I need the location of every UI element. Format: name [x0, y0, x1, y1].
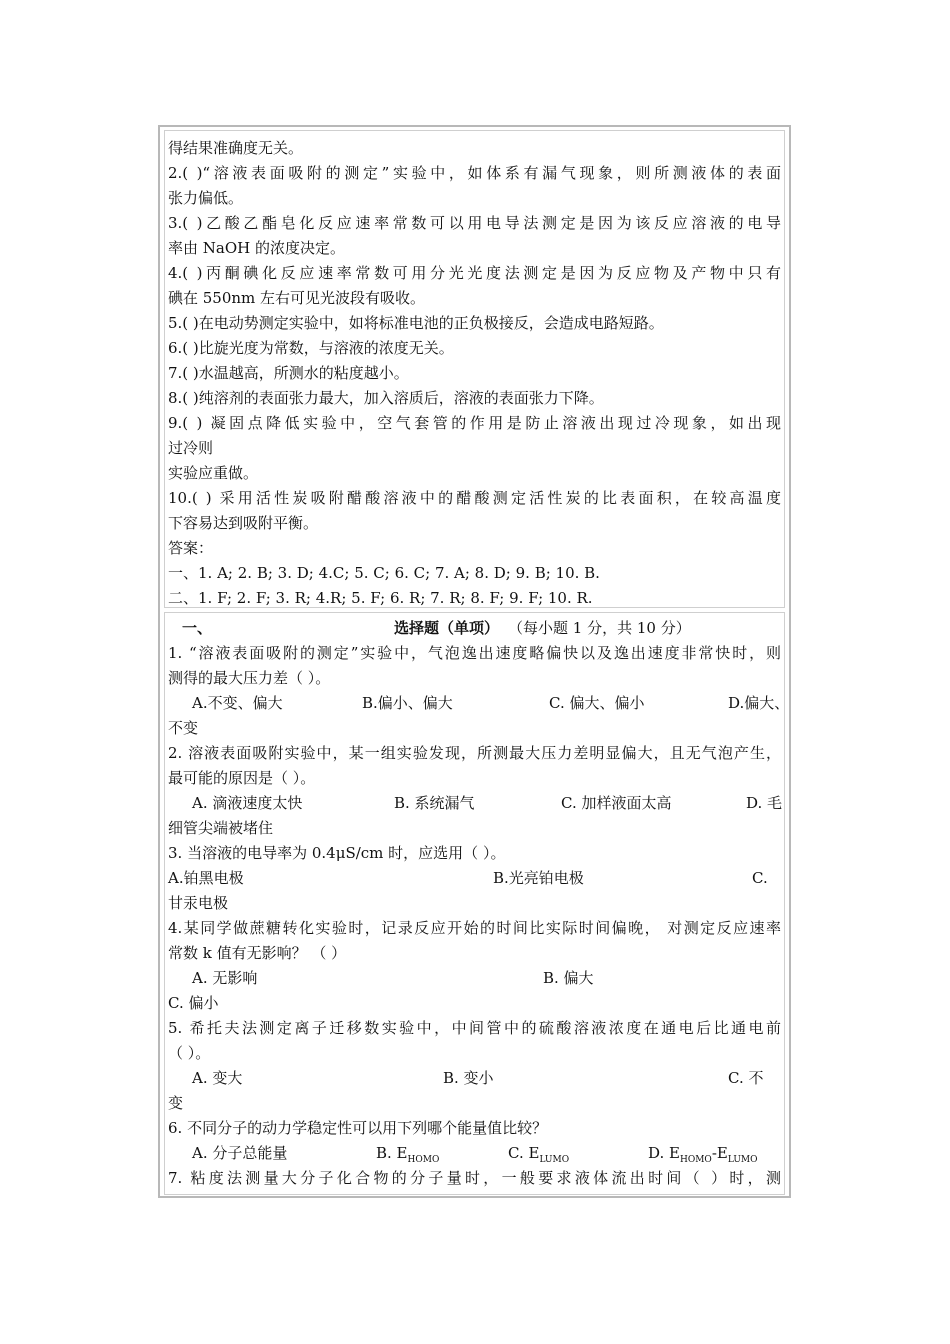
option-c-prefix: C. E — [508, 1144, 540, 1162]
answers-part1: 一、1. A; 2. B; 3. D; 4.C; 5. C; 6. C; 7. A; 8. D; 9. B; 10. B. — [168, 564, 600, 582]
option-a: A. 分子总能量 — [192, 1144, 288, 1162]
question-6: 6. 不同分子的动力学稳定性可以用下列哪个能量值比较？ — [168, 1119, 548, 1137]
text-line: 碘在 550nm 左右可见光波段有吸收。 — [168, 289, 426, 307]
text-line: 不变 — [168, 719, 199, 737]
option-b: B. 变小 — [443, 1069, 494, 1087]
text-line: 最可能的原因是（ ）。 — [168, 769, 316, 787]
question-9: 9.( ) 凝固点降低实验中，空气套管的作用是防止溶液出现过冷现象，如出现 — [168, 414, 781, 432]
option-d: D.偏大、 — [728, 694, 790, 712]
text-line: （ ）。 — [168, 1044, 211, 1062]
option-a: A.不变、偏大 — [192, 694, 283, 712]
question-4: 4.某同学做蔗糖转化实验时，记录反应开始的时间比实际时间偏晚， 对测定反应速率 — [168, 919, 781, 937]
option-d-prefix: D. E — [648, 1144, 680, 1162]
text-line: 甘汞电极 — [168, 894, 229, 912]
option-a: A. 无影响 — [192, 969, 258, 987]
document-frame — [158, 125, 791, 1198]
question-5: 5.( )在电动势测定实验中，如将标准电池的正负极接反，会造成电路短路。 — [168, 314, 664, 332]
section-note: （每小题 1 分，共 10 分） — [508, 619, 691, 637]
option-c: C. 加样液面太高 — [561, 794, 672, 812]
option-a: A. 滴液速度太快 — [192, 794, 303, 812]
section-multiple-choice — [164, 612, 790, 1195]
answers-label: 答案： — [168, 539, 214, 557]
question-3: 3. 当溶液的电导率为 0.4μS/cm 时，应选用（ ）。 — [168, 844, 506, 862]
question-3: 3.( )乙酸乙酯皂化反应速率常数可以用电导法测定是因为该反应溶液的电导 — [168, 214, 781, 232]
option-a: A.铂黑电极 — [168, 869, 244, 887]
option-d-subscript-2: LUMO — [727, 1155, 758, 1165]
section-number: 一、 — [182, 619, 213, 637]
question-6: 6.( )比旋光度为常数，与溶液的浓度无关。 — [168, 339, 454, 357]
option-a: A. 变大 — [192, 1069, 243, 1087]
text-line: 张力偏低。 — [168, 189, 244, 207]
text-line: 下容易达到吸附平衡。 — [168, 514, 319, 532]
option-b: B.偏小、偏大 — [362, 694, 453, 712]
section-true-false — [164, 130, 785, 608]
question-8: 8.( )纯溶剂的表面张力最大，加入溶质后，溶液的表面张力下降。 — [168, 389, 604, 407]
option-b: B. 偏大 — [543, 969, 594, 987]
question-4: 4.( )丙酮碘化反应速率常数可用分光光度法测定是因为反应物及产物中只有 — [168, 264, 781, 282]
option-d-subscript-1: HOMO — [679, 1155, 712, 1165]
option-b: B.光亮铂电极 — [493, 869, 584, 887]
question-7: 7.( )水温越高，所测水的粘度越小。 — [168, 364, 409, 382]
option-d-middle: -E — [711, 1144, 728, 1162]
option-d: D. 毛 — [746, 794, 783, 812]
question-1: 1. “溶液表面吸附的测定”实验中，气泡逸出速度略偏快以及逸出速度非常快时，则 — [168, 644, 781, 662]
text-line: 得结果准确度无关。 — [168, 139, 304, 157]
question-5: 5. 希托夫法测定离子迁移数实验中，中间管中的硫酸溶液浓度在通电后比通电前 — [168, 1019, 781, 1037]
question-7: 7. 粘度法测量大分子化合物的分子量时，一般要求液体流出时间（ ）时，测 — [168, 1169, 781, 1187]
option-c: C. — [752, 869, 768, 887]
text-line: 细管尖端被堵住 — [168, 819, 274, 837]
text-line: 测得的最大压力差（ ）。 — [168, 669, 331, 687]
option-b-subscript: HOMO — [407, 1155, 440, 1165]
section-title: 选择题（单项） — [394, 619, 500, 637]
option-c-subscript: LUMO — [539, 1155, 570, 1165]
option-c: C. 偏大、偏小 — [549, 694, 645, 712]
answers-part2: 二、1. F; 2. F; 3. R; 4.R; 5. F; 6. R; 7. R; 8. F; 9. F; 10. R. — [168, 589, 593, 607]
text-line: 率由 NaOH 的浓度决定。 — [168, 239, 345, 257]
question-2: 2.( )“溶液表面吸附的测定”实验中，如体系有漏气现象，则所测液体的表面 — [168, 164, 781, 182]
text-line: C. 偏小 — [168, 994, 219, 1012]
option-b: B. 系统漏气 — [394, 794, 475, 812]
text-line: 实验应重做。 — [168, 464, 259, 482]
text-line: 常数 k 值有无影响？ （ ） — [168, 944, 347, 962]
option-c: C. 不 — [728, 1069, 764, 1087]
question-2: 2. 溶液表面吸附实验中，某一组实验发现，所测最大压力差明显偏大，且无气泡产生， — [168, 744, 781, 762]
question-10: 10.( ) 采用活性炭吸附醋酸溶液中的醋酸测定活性炭的比表面积，在较高温度 — [168, 489, 781, 507]
text-line: 过冷则 — [168, 439, 214, 457]
option-b-prefix: B. E — [376, 1144, 408, 1162]
text-line: 变 — [168, 1094, 184, 1112]
